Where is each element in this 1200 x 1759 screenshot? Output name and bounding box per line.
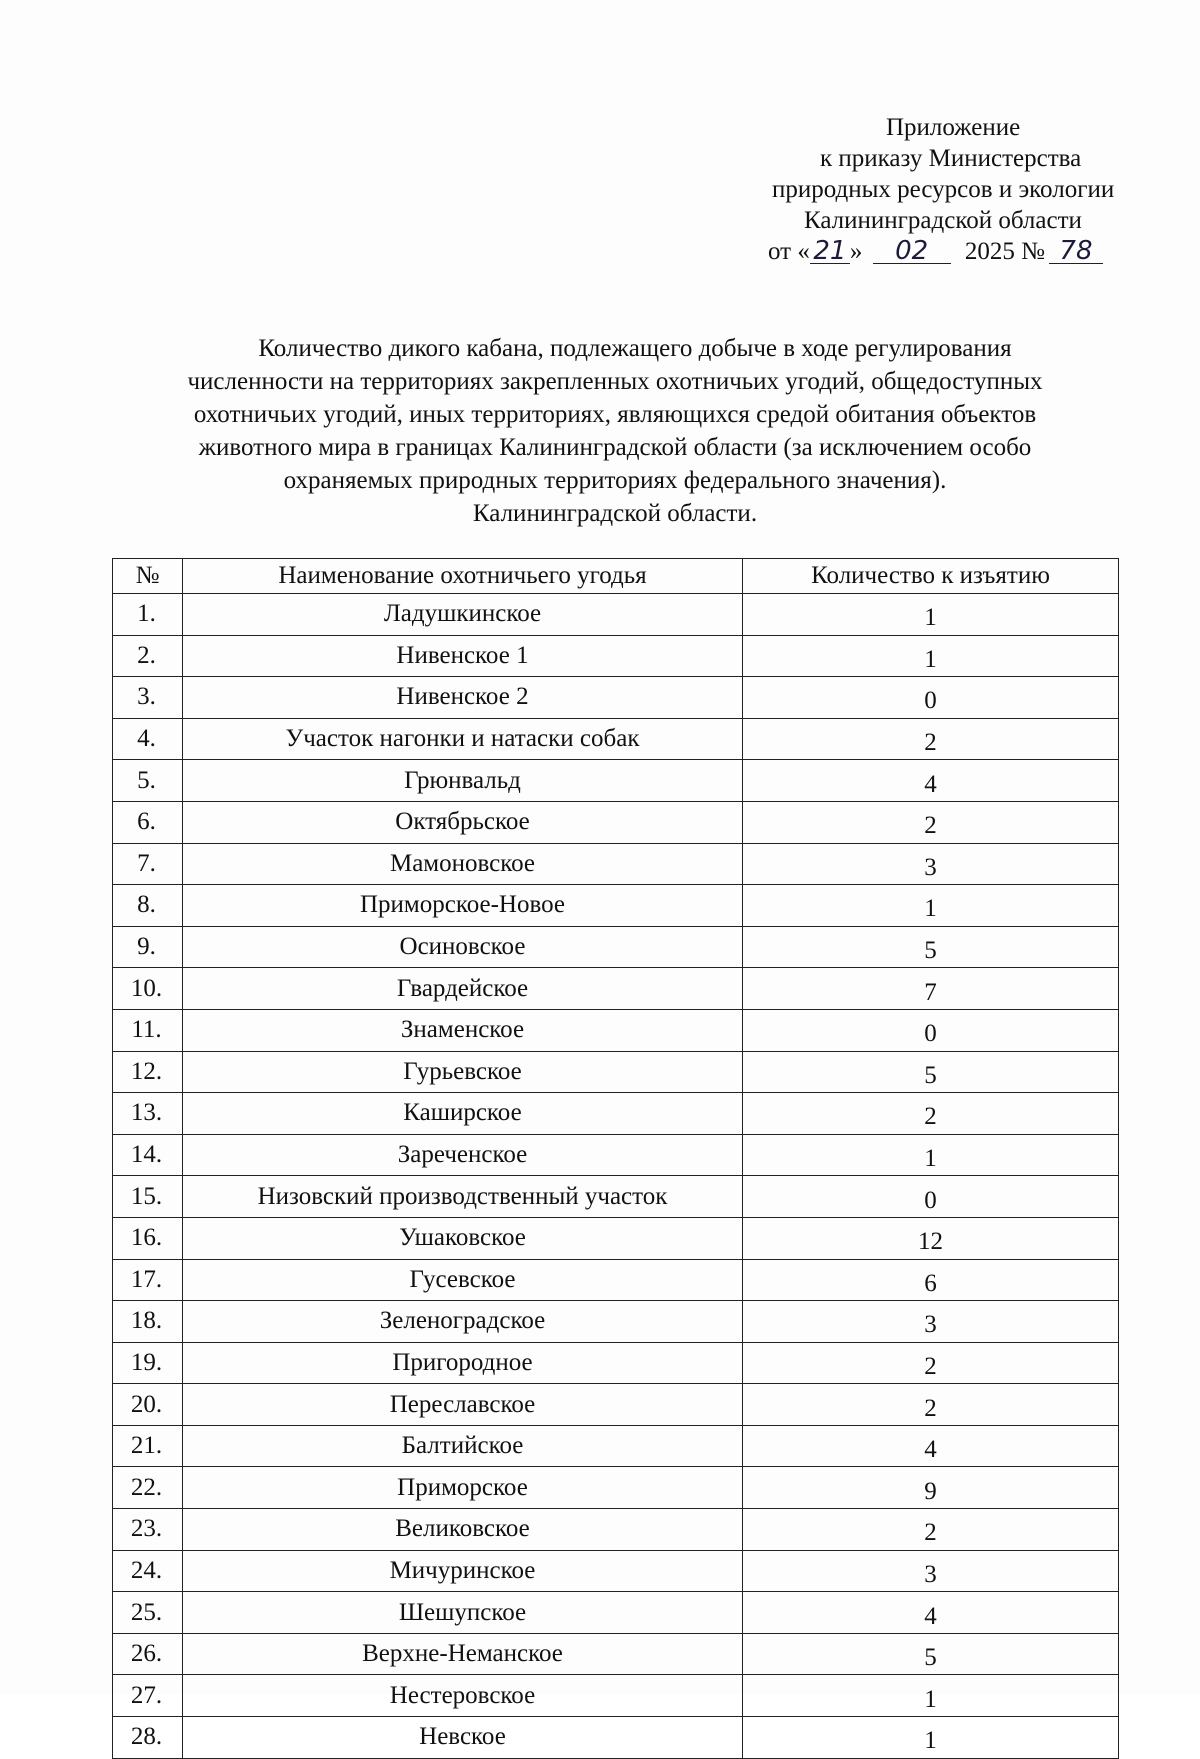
quota-quantity: 5 [743,926,1119,968]
quota-quantity: 2 [743,1509,1119,1551]
row-number: 1. [113,594,183,636]
table-row [113,968,1119,1010]
row-number: 14. [113,1134,183,1176]
title-line: животного мира в границах Калининградской области (за исключением особо [198,434,1032,461]
quota-quantity: 2 [743,1384,1119,1426]
row-number: 9. [113,926,183,968]
hunting-ground-name: Великовское [183,1509,743,1551]
document-title [115,332,1115,530]
hunting-ground-name: Гурьевское [183,1051,743,1093]
row-number: 7. [113,843,183,885]
row-number: 20. [113,1384,183,1426]
row-number: 22. [113,1467,183,1509]
table-row [113,1675,1119,1717]
row-number: 21. [113,1425,183,1467]
row-number: 19. [113,1342,183,1384]
hunting-ground-name: Нестеровское [183,1675,743,1717]
hunting-ground-name: Каширское [183,1093,743,1135]
table-row [113,760,1119,802]
quota-quantity: 4 [743,760,1119,802]
handwritten-order-number: 78 [1049,239,1103,264]
row-number: 11. [113,1009,183,1051]
quota-quantity: 5 [743,1633,1119,1675]
hunting-ground-name: Приморское [183,1467,743,1509]
row-number: 12. [113,1051,183,1093]
hunting-ground-name: Гусевское [183,1259,743,1301]
row-number: 28. [113,1717,183,1759]
quota-quantity: 6 [743,1259,1119,1301]
quota-quantity: 3 [743,1301,1119,1343]
table-row [113,1384,1119,1426]
hunting-ground-name: Грюнвальд [183,760,743,802]
row-number: 2. [113,635,183,677]
hunting-ground-name: Невское [183,1717,743,1759]
hunting-ground-name: Переславское [183,1384,743,1426]
quota-quantity: 0 [743,1176,1119,1218]
table-row [113,1509,1119,1551]
hunting-ground-name: Мичуринское [183,1550,743,1592]
quota-quantity: 4 [743,1592,1119,1634]
title-line: охраняемых природных территориях федерального значения). [283,467,947,494]
hunting-ground-name: Шешупское [183,1592,743,1634]
table-row [113,1633,1119,1675]
hunting-ground-name: Зеленоградское [183,1301,743,1343]
header-line-ministry: природных ресурсов и экологии [772,176,1115,203]
table-row [113,1342,1119,1384]
hunting-ground-name: Приморское-Новое [183,885,743,927]
hunting-ground-name: Нивенское 1 [183,635,743,677]
row-number: 26. [113,1633,183,1675]
year-and-number-sign: 2025 № [964,238,1045,265]
title-line: Количество дикого кабана, подлежащего добыче в ходе регулирования [258,335,1012,362]
handwritten-month: 02 [873,239,951,264]
title-line: Калининградской области. [472,500,758,527]
quota-quantity: 12 [743,1217,1119,1259]
table-row [113,1425,1119,1467]
header-date-line [700,236,1120,267]
table-row [113,885,1119,927]
hunting-ground-name: Осиновское [183,926,743,968]
column-header-hunting-ground: Наименование охотничьего угодья [183,559,743,594]
quota-quantity: 1 [743,1134,1119,1176]
hunting-ground-name: Гвардейское [183,968,743,1010]
row-number: 25. [113,1592,183,1634]
hunting-ground-name: Зареченское [183,1134,743,1176]
row-number: 15. [113,1176,183,1218]
row-number: 3. [113,677,183,719]
hunting-ground-name: Мамоновское [183,843,743,885]
quota-quantity: 0 [743,677,1119,719]
table-row [113,677,1119,719]
quota-quantity: 1 [743,1675,1119,1717]
hunting-ground-name: Нивенское 2 [183,677,743,719]
header-line-appendix: Приложение [886,114,1021,141]
table-row [113,1051,1119,1093]
hunting-ground-name: Ладушкинское [183,594,743,636]
quota-quantity: 2 [743,1342,1119,1384]
quota-quantity: 1 [743,594,1119,636]
table-row [113,926,1119,968]
row-number: 23. [113,1509,183,1551]
quota-quantity: 1 [743,1717,1119,1759]
handwritten-day: 21 [810,239,850,264]
row-number: 6. [113,801,183,843]
column-header-number: № [113,559,183,594]
table-header-row [113,559,1119,594]
quota-quantity: 1 [743,885,1119,927]
table-row [113,1467,1119,1509]
row-number: 10. [113,968,183,1010]
date-quote-close: » [849,238,863,265]
row-number: 8. [113,885,183,927]
hunting-ground-name: Низовский производственный участок [183,1176,743,1218]
table-row [113,1009,1119,1051]
title-line: численности на территориях закрепленных охотничьих угодий, общедоступных [187,368,1043,395]
header-line-order: к приказу Министерства [820,145,1082,172]
table-row [113,1301,1119,1343]
row-number: 18. [113,1301,183,1343]
quota-table [112,558,1119,1759]
row-number: 17. [113,1259,183,1301]
table-row [113,1134,1119,1176]
row-number: 13. [113,1093,183,1135]
table-row [113,1550,1119,1592]
quota-quantity: 3 [743,843,1119,885]
hunting-ground-name: Участок нагонки и натаски собак [183,718,743,760]
row-number: 5. [113,760,183,802]
table-row [113,635,1119,677]
row-number: 16. [113,1217,183,1259]
title-line: охотничьих угодий, иных территориях, являющихся средой обитания объектов [193,401,1037,428]
hunting-ground-name: Верхне-Неманское [183,1633,743,1675]
quota-quantity: 2 [743,801,1119,843]
row-number: 24. [113,1550,183,1592]
quota-quantity: 2 [743,718,1119,760]
table-row [113,594,1119,636]
header-line-region: Калининградской области [804,207,1082,234]
table-row [113,1259,1119,1301]
quota-quantity: 4 [743,1425,1119,1467]
quota-quantity: 7 [743,968,1119,1010]
table-row [113,1592,1119,1634]
hunting-ground-name: Пригородное [183,1342,743,1384]
hunting-ground-name: Октябрьское [183,801,743,843]
quota-quantity: 5 [743,1051,1119,1093]
quota-quantity: 2 [743,1093,1119,1135]
table-row [113,1176,1119,1218]
table-row [113,1093,1119,1135]
quota-quantity: 0 [743,1009,1119,1051]
table-row [113,1217,1119,1259]
row-number: 4. [113,718,183,760]
quota-quantity: 3 [743,1550,1119,1592]
hunting-ground-name: Ушаковское [183,1217,743,1259]
quota-quantity: 1 [743,635,1119,677]
column-header-quantity: Количество к изъятию [743,559,1119,594]
quota-quantity: 9 [743,1467,1119,1509]
date-prefix: от « [768,238,810,265]
row-number: 27. [113,1675,183,1717]
appendix-header [700,112,1120,267]
table-row [113,1717,1119,1759]
hunting-ground-name: Балтийское [183,1425,743,1467]
hunting-ground-name: Знаменское [183,1009,743,1051]
table-row [113,801,1119,843]
table-row [113,843,1119,885]
table-row [113,718,1119,760]
